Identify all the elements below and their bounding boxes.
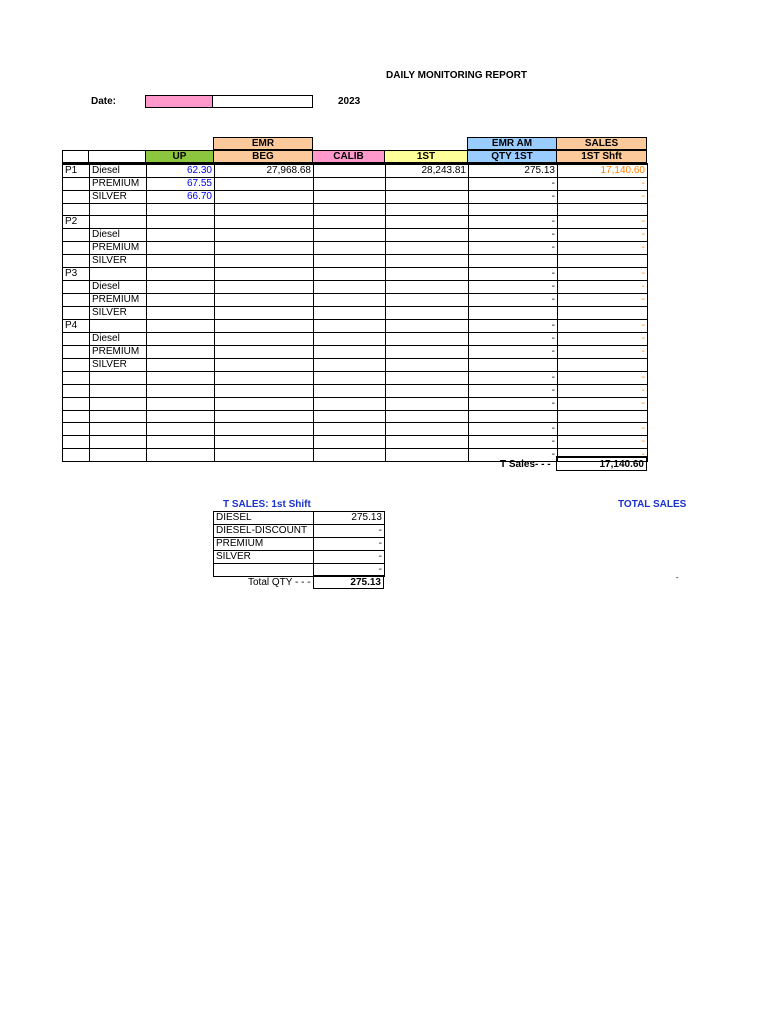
table-row: [63, 385, 648, 398]
cell-product[interactable]: PREMIUM: [90, 294, 147, 307]
cell-unit-price[interactable]: [147, 333, 215, 346]
cell-sales-1st[interactable]: -: [558, 385, 648, 398]
cell-sales-1st[interactable]: -: [558, 436, 648, 449]
cell-1st[interactable]: [386, 346, 469, 359]
cell-unit-price[interactable]: [147, 307, 215, 320]
cell-product[interactable]: [90, 436, 147, 449]
cell-emr-beg[interactable]: [215, 346, 314, 359]
cell-1st[interactable]: [386, 385, 469, 398]
cell-qty-1st[interactable]: -: [469, 281, 558, 294]
cell-emr-beg[interactable]: [215, 385, 314, 398]
report-title: DAILY MONITORING REPORT: [386, 70, 527, 81]
table-row: [63, 281, 648, 294]
cell-1st[interactable]: [386, 372, 469, 385]
cell-pump[interactable]: [63, 436, 90, 449]
cell-1st[interactable]: [386, 242, 469, 255]
summary-row: [214, 551, 385, 564]
cell-calib[interactable]: [314, 191, 386, 204]
cell-qty-1st[interactable]: -: [469, 372, 558, 385]
cell-1st[interactable]: [386, 294, 469, 307]
summary-value[interactable]: -: [314, 551, 385, 564]
cell-unit-price[interactable]: [147, 449, 215, 462]
cell-calib[interactable]: [314, 320, 386, 333]
header-blank-product: [88, 150, 146, 163]
cell-unit-price[interactable]: [147, 346, 215, 359]
table-row: [63, 423, 648, 436]
cell-pump[interactable]: [63, 307, 90, 320]
cell-calib[interactable]: [314, 178, 386, 191]
cell-qty-1st[interactable]: -: [469, 449, 558, 462]
cell-emr-beg[interactable]: [215, 449, 314, 462]
cell-pump[interactable]: [63, 372, 90, 385]
cell-calib[interactable]: [314, 268, 386, 281]
cell-sales-1st[interactable]: -: [558, 320, 648, 333]
cell-pump[interactable]: [63, 281, 90, 294]
cell-unit-price[interactable]: [147, 411, 215, 423]
summary-label: DIESEL: [214, 512, 314, 525]
table-row: [63, 191, 648, 204]
total-sales-label: TOTAL SALES: [618, 499, 687, 510]
total-qty-label: Total QTY - - -: [248, 577, 311, 588]
cell-qty-1st[interactable]: [469, 255, 558, 268]
cell-emr-beg[interactable]: [215, 204, 314, 216]
cell-sales-1st[interactable]: -: [558, 191, 648, 204]
cell-sales-1st[interactable]: [558, 359, 648, 372]
table-row: [63, 359, 648, 372]
cell-1st[interactable]: [386, 449, 469, 462]
table-row: [63, 307, 648, 320]
cell-unit-price[interactable]: [147, 216, 215, 229]
summary-label: SILVER: [214, 551, 314, 564]
cell-sales-1st[interactable]: -: [558, 281, 648, 294]
cell-emr-beg[interactable]: [215, 268, 314, 281]
cell-qty-1st[interactable]: [469, 411, 558, 423]
cell-qty-1st[interactable]: -: [469, 398, 558, 411]
cell-pump[interactable]: [63, 449, 90, 462]
cell-calib[interactable]: [314, 242, 386, 255]
cell-calib[interactable]: [314, 398, 386, 411]
cell-unit-price[interactable]: [147, 268, 215, 281]
table-row: [63, 242, 648, 255]
cell-sales-1st[interactable]: -: [558, 423, 648, 436]
summary-title: T SALES: 1st Shift: [223, 499, 311, 510]
cell-emr-beg[interactable]: [215, 294, 314, 307]
cell-calib[interactable]: [314, 346, 386, 359]
cell-qty-1st[interactable]: [469, 307, 558, 320]
cell-sales-1st[interactable]: [558, 204, 648, 216]
cell-sales-1st[interactable]: [558, 411, 648, 423]
cell-qty-1st[interactable]: -: [469, 268, 558, 281]
cell-product[interactable]: [90, 385, 147, 398]
cell-sales-1st[interactable]: -: [558, 372, 648, 385]
cell-emr-beg[interactable]: [215, 436, 314, 449]
cell-qty-1st[interactable]: -: [469, 436, 558, 449]
cell-qty-1st[interactable]: -: [469, 229, 558, 242]
cell-unit-price[interactable]: [147, 398, 215, 411]
summary-row: [214, 538, 385, 551]
cell-unit-price[interactable]: [147, 204, 215, 216]
date-label: Date:: [91, 96, 117, 107]
cell-calib[interactable]: [314, 164, 386, 178]
cell-calib[interactable]: [314, 411, 386, 423]
cell-emr-beg[interactable]: [215, 423, 314, 436]
cell-emr-beg[interactable]: [215, 320, 314, 333]
cell-calib[interactable]: [314, 385, 386, 398]
cell-product[interactable]: [90, 449, 147, 462]
cell-sales-1st[interactable]: -: [558, 229, 648, 242]
cell-emr-beg[interactable]: [215, 216, 314, 229]
cell-sales-1st[interactable]: -: [558, 346, 648, 359]
table-row: [63, 164, 648, 178]
cell-pump[interactable]: [63, 294, 90, 307]
header-calib: CALIB: [312, 150, 385, 163]
cell-calib[interactable]: [314, 423, 386, 436]
cell-emr-beg[interactable]: [215, 411, 314, 423]
cell-product[interactable]: PREMIUM: [90, 242, 147, 255]
cell-unit-price[interactable]: 66.70: [147, 191, 215, 204]
cell-sales-1st[interactable]: -: [558, 294, 648, 307]
cell-1st[interactable]: [386, 281, 469, 294]
table-row: [63, 294, 648, 307]
cell-1st[interactable]: [386, 216, 469, 229]
side-dash: -: [676, 573, 679, 582]
t-sales-label: T Sales- - -: [500, 459, 551, 470]
cell-emr-beg[interactable]: [215, 372, 314, 385]
summary-value[interactable]: -: [314, 525, 385, 538]
summary-label: [214, 564, 314, 577]
cell-1st[interactable]: [386, 178, 469, 191]
cell-qty-1st[interactable]: -: [469, 294, 558, 307]
cell-emr-beg[interactable]: [215, 229, 314, 242]
cell-1st[interactable]: [386, 411, 469, 423]
cell-unit-price[interactable]: [147, 255, 215, 268]
summary-label: DIESEL-DISCOUNT: [214, 525, 314, 538]
header-1st: 1ST: [384, 150, 468, 163]
table-row: [63, 346, 648, 359]
table-row: [63, 333, 648, 346]
t-sales-value: 17,140.60: [556, 456, 647, 471]
cell-pump[interactable]: [63, 411, 90, 423]
cell-sales-1st[interactable]: -: [558, 242, 648, 255]
summary-value[interactable]: -: [314, 564, 385, 577]
cell-emr-beg[interactable]: [215, 359, 314, 372]
cell-qty-1st[interactable]: -: [469, 346, 558, 359]
table-row: [63, 398, 648, 411]
table-row: [63, 204, 648, 216]
cell-1st[interactable]: [386, 423, 469, 436]
cell-product[interactable]: Diesel: [90, 164, 147, 178]
cell-calib[interactable]: [314, 229, 386, 242]
table-row: [63, 216, 648, 229]
cell-calib[interactable]: [314, 359, 386, 372]
summary-value[interactable]: -: [314, 538, 385, 551]
report-year: 2023: [338, 96, 361, 107]
cell-product[interactable]: SILVER: [90, 359, 147, 372]
total-qty-value: 275.13: [313, 575, 384, 589]
cell-calib[interactable]: [314, 372, 386, 385]
cell-unit-price[interactable]: [147, 436, 215, 449]
cell-unit-price[interactable]: [147, 372, 215, 385]
cell-pump[interactable]: [63, 191, 90, 204]
cell-product[interactable]: SILVER: [90, 255, 147, 268]
cell-calib[interactable]: [314, 333, 386, 346]
cell-product[interactable]: SILVER: [90, 191, 147, 204]
cell-product[interactable]: [90, 216, 147, 229]
cell-pump[interactable]: [63, 385, 90, 398]
cell-unit-price[interactable]: [147, 320, 215, 333]
cell-qty-1st[interactable]: -: [469, 191, 558, 204]
cell-product[interactable]: [90, 268, 147, 281]
summary-row: [214, 512, 385, 525]
cell-pump[interactable]: [63, 242, 90, 255]
cell-qty-1st[interactable]: -: [469, 178, 558, 191]
cell-emr-beg[interactable]: [215, 255, 314, 268]
cell-emr-beg[interactable]: [215, 242, 314, 255]
cell-unit-price[interactable]: [147, 281, 215, 294]
table-row: [63, 320, 648, 333]
cell-product[interactable]: [90, 372, 147, 385]
cell-product[interactable]: [90, 320, 147, 333]
table-row: [63, 255, 648, 268]
cell-qty-1st[interactable]: 275.13: [469, 164, 558, 178]
cell-1st[interactable]: [386, 320, 469, 333]
cell-sales-1st[interactable]: -: [558, 398, 648, 411]
cell-unit-price[interactable]: [147, 294, 215, 307]
summary-row: [214, 525, 385, 538]
summary-label: PREMIUM: [214, 538, 314, 551]
cell-qty-1st[interactable]: -: [469, 242, 558, 255]
cell-calib[interactable]: [314, 255, 386, 268]
cell-pump[interactable]: P3: [63, 268, 90, 281]
header-sales: SALES: [556, 137, 647, 150]
table-row: [63, 229, 648, 242]
cell-calib[interactable]: [314, 204, 386, 216]
header-blank-pump: [62, 150, 89, 163]
cell-product[interactable]: SILVER: [90, 307, 147, 320]
cell-product[interactable]: PREMIUM: [90, 178, 147, 191]
cell-calib[interactable]: [314, 281, 386, 294]
cell-calib[interactable]: [314, 436, 386, 449]
cell-pump[interactable]: [63, 423, 90, 436]
cell-pump[interactable]: [63, 178, 90, 191]
cell-product[interactable]: [90, 411, 147, 423]
table-row: [63, 372, 648, 385]
cell-sales-1st[interactable]: -: [558, 333, 648, 346]
cell-emr-beg[interactable]: [215, 307, 314, 320]
table-row: [63, 178, 648, 191]
cell-sales-1st[interactable]: -: [558, 216, 648, 229]
cell-calib[interactable]: [314, 449, 386, 462]
cell-1st[interactable]: [386, 204, 469, 216]
header-emr: EMR: [213, 137, 313, 150]
header-beg: BEG: [213, 150, 313, 163]
cell-qty-1st[interactable]: -: [469, 320, 558, 333]
cell-pump[interactable]: P2: [63, 216, 90, 229]
cell-qty-1st[interactable]: -: [469, 423, 558, 436]
cell-product[interactable]: [90, 423, 147, 436]
cell-1st[interactable]: [386, 255, 469, 268]
date-month-field[interactable]: [213, 95, 313, 108]
cell-1st[interactable]: [386, 268, 469, 281]
cell-unit-price[interactable]: [147, 423, 215, 436]
cell-product[interactable]: Diesel: [90, 229, 147, 242]
cell-1st[interactable]: [386, 398, 469, 411]
cell-sales-1st[interactable]: -: [558, 178, 648, 191]
cell-1st[interactable]: [386, 436, 469, 449]
cell-pump[interactable]: P1: [63, 164, 90, 178]
header-qty-1st: QTY 1ST: [467, 150, 557, 163]
cell-qty-1st[interactable]: -: [469, 216, 558, 229]
cell-1st[interactable]: [386, 191, 469, 204]
cell-1st[interactable]: 28,243.81: [386, 164, 469, 178]
cell-sales-1st[interactable]: -: [558, 449, 648, 462]
cell-product[interactable]: Diesel: [90, 333, 147, 346]
cell-product[interactable]: [90, 204, 147, 216]
cell-product[interactable]: Diesel: [90, 281, 147, 294]
cell-pump[interactable]: [63, 204, 90, 216]
summary-table: [213, 511, 385, 577]
cell-emr-beg[interactable]: [215, 281, 314, 294]
cell-sales-1st[interactable]: [558, 255, 648, 268]
cell-unit-price[interactable]: [147, 359, 215, 372]
table-row: [63, 411, 648, 423]
cell-sales-1st[interactable]: 17,140.60: [558, 164, 648, 178]
cell-emr-beg[interactable]: [215, 398, 314, 411]
cell-qty-1st[interactable]: -: [469, 385, 558, 398]
cell-emr-beg[interactable]: [215, 178, 314, 191]
cell-1st[interactable]: [386, 307, 469, 320]
cell-qty-1st[interactable]: -: [469, 333, 558, 346]
cell-1st[interactable]: [386, 229, 469, 242]
cell-calib[interactable]: [314, 216, 386, 229]
cell-product[interactable]: [90, 398, 147, 411]
cell-calib[interactable]: [314, 307, 386, 320]
cell-qty-1st[interactable]: [469, 359, 558, 372]
cell-pump[interactable]: [63, 333, 90, 346]
header-emr-am: EMR AM: [467, 137, 557, 150]
cell-pump[interactable]: [63, 346, 90, 359]
cell-pump[interactable]: [63, 229, 90, 242]
cell-1st[interactable]: [386, 359, 469, 372]
cell-calib[interactable]: [314, 294, 386, 307]
cell-unit-price[interactable]: 67.55: [147, 178, 215, 191]
cell-pump[interactable]: [63, 398, 90, 411]
header-up: UP: [145, 150, 214, 163]
summary-value[interactable]: 275.13: [314, 512, 385, 525]
table-row: [63, 436, 648, 449]
cell-1st[interactable]: [386, 333, 469, 346]
cell-emr-beg[interactable]: [215, 191, 314, 204]
cell-pump[interactable]: P4: [63, 320, 90, 333]
table-row: [63, 268, 648, 281]
cell-pump[interactable]: [63, 255, 90, 268]
cell-unit-price[interactable]: 62.30: [147, 164, 215, 178]
cell-qty-1st[interactable]: [469, 204, 558, 216]
monitoring-table: [62, 163, 648, 462]
cell-unit-price[interactable]: [147, 385, 215, 398]
cell-unit-price[interactable]: [147, 229, 215, 242]
cell-unit-price[interactable]: [147, 242, 215, 255]
cell-emr-beg[interactable]: [215, 333, 314, 346]
header-1st-shft: 1ST Shft: [556, 150, 647, 163]
cell-sales-1st[interactable]: [558, 307, 648, 320]
cell-pump[interactable]: [63, 359, 90, 372]
cell-emr-beg[interactable]: 27,968.68: [215, 164, 314, 178]
cell-product[interactable]: PREMIUM: [90, 346, 147, 359]
date-day-field[interactable]: [145, 95, 213, 108]
cell-sales-1st[interactable]: -: [558, 268, 648, 281]
